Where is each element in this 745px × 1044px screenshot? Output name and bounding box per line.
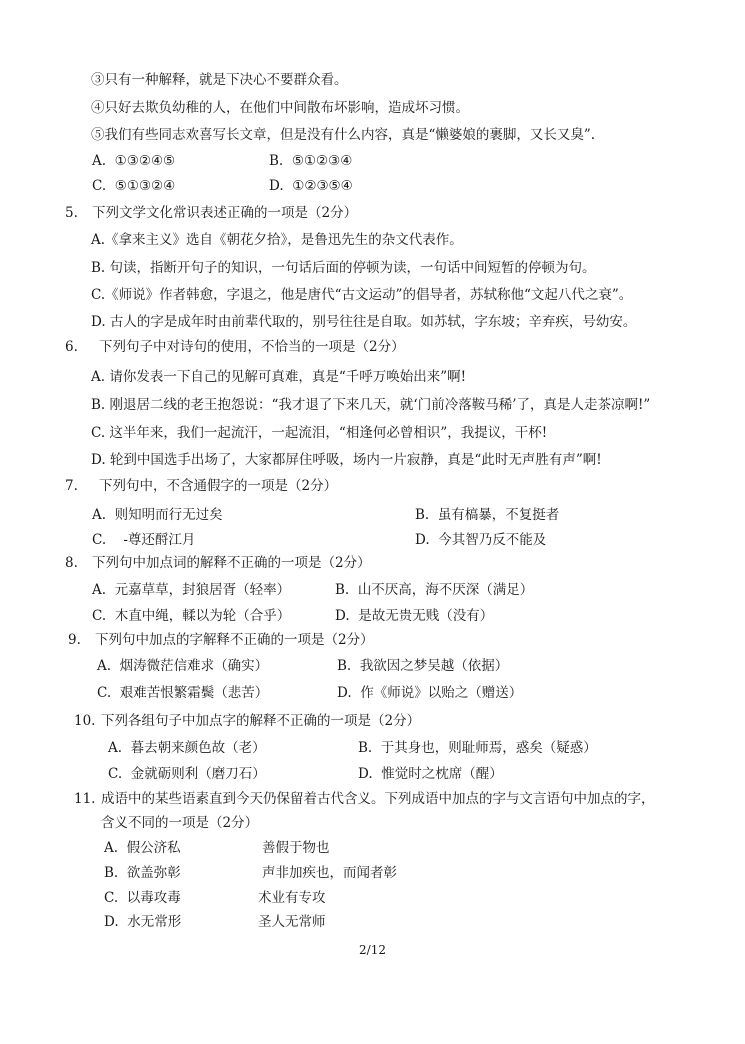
- q8-stem: 下列句中加点词的解释不正确的一项是（2分）: [92, 555, 371, 571]
- q9-option-a: A. 烟涛微茫信难求（确实）: [97, 658, 269, 674]
- q10-option-d: D. 惟觉时之枕席（醒）: [358, 766, 503, 782]
- q6-number: 6.: [65, 339, 78, 355]
- q4-option-c: C. ⑤①③②④: [92, 178, 176, 194]
- q7-option-d: D. 今其智乃反不能及: [415, 532, 547, 548]
- q10-option-c: C. 金就砺则利（磨刀石）: [108, 766, 266, 782]
- q11-number: 11.: [74, 791, 96, 807]
- q5-option-a: A.《拿来主义》选自《朝花夕拾》，是鲁迅先生的杂文代表作。: [91, 232, 463, 248]
- q11-option-b: B. 欲盖弥彰: [104, 865, 181, 881]
- q7-number: 7.: [65, 478, 78, 494]
- q5-option-c: C.《师说》作者韩愈，字退之，他是唐代“古文运动”的倡导者，苏轼称他“文起八代之衰”。: [91, 287, 633, 303]
- q8-option-d: D. 是故无贵无贱（没有）: [335, 608, 494, 624]
- q8-option-b: B. 山不厌高，海不厌深（满足）: [335, 582, 534, 598]
- q11-stem-line1: 成语中的某些语素直到今天仍保留着古代含义。下列成语中加点的字与文言语句中加点的字，: [101, 791, 655, 807]
- q8-option-c: C. 木直中绳，輮以为轮（合乎）: [92, 608, 291, 624]
- q11-option-d: D. 水无常形: [104, 914, 182, 930]
- q11-option-c: C. 以毒攻毒: [104, 890, 181, 906]
- q5-option-d: D. 古人的字是成年时由前辈代取的，别号往往是自取。如苏轼，字东坡；辛弃疾，号幼安。: [91, 314, 637, 330]
- q9-option-b: B. 我欲因之梦吴越（依据）: [337, 658, 509, 674]
- q11-option-b-sentence: 声非加疾也，而闻者彰: [262, 865, 397, 881]
- q11-option-c-sentence: 术业有专攻: [258, 890, 326, 906]
- q9-option-d: D. 作《师说》以贻之（赠送）: [337, 685, 523, 701]
- q7-option-b: B. 虽有槁暴，不复挺者: [415, 507, 560, 523]
- q11-option-d-sentence: 圣人无常师: [258, 914, 326, 930]
- list-item-5: ⑤我们有些同志欢喜写长文章，但是没有什么内容，真是“懒婆娘的裹脚，又长又臭”.: [91, 127, 596, 143]
- q5-number: 5.: [65, 205, 78, 221]
- q7-option-c: C. -尊还酹江月: [92, 532, 196, 548]
- q10-option-b: B. 于其身也，则耻师焉，惑矣（疑惑）: [358, 740, 597, 756]
- list-item-3: ③只有一种解释，就是下决心不要群众看。: [91, 72, 348, 88]
- q10-number: 10.: [74, 713, 96, 729]
- q7-stem: 下列句中，不含通假字的一项是（2分）: [99, 478, 338, 494]
- q8-option-a: A. 元嘉草草，封狼居胥（轻率）: [92, 582, 291, 598]
- q6-option-b: B. 刚退居二线的老王抱怨说：“我才退了下来几天，就‘门前冷落鞍马稀’了，真是人走茶凉啊!”: [91, 397, 651, 413]
- q6-option-c: C. 这半年来，我们一起流汗，一起流泪，“相逢何必曾相识”，我提议，干杯!: [91, 425, 548, 441]
- q7-option-a: A. 则知明而行无过矣: [92, 507, 223, 523]
- list-item-4: ④只好去欺负幼稚的人，在他们中间散布坏影响，造成坏习惯。: [91, 100, 469, 116]
- q10-option-a: A. 暮去朝来颜色故（老）: [108, 740, 266, 756]
- q9-stem: 下列句中加点的字解释不正确的一项是（2分）: [95, 632, 374, 648]
- q5-stem: 下列文学文化常识表述正确的一项是（2分）: [92, 205, 358, 221]
- q11-stem-line2: 含义不同的一项是（2分）: [101, 815, 259, 831]
- q6-option-d: D. 轮到中国选手出场了，大家都屏住呼吸，场内一片寂静，真是“此时无声胜有声”啊!: [91, 452, 602, 468]
- q11-option-a-sentence: 善假于物也: [262, 840, 330, 856]
- q6-stem: 下列句子中对诗句的使用，不恰当的一项是（2分）: [99, 339, 405, 355]
- q5-option-b: B. 句读，指断开句子的知识，一句话后面的停顿为读，一句话中间短暂的停顿为句。: [91, 260, 596, 276]
- q9-option-c: C. 艰难苦恨繁霜鬓（悲苦）: [97, 685, 269, 701]
- page-number: 2/12: [359, 943, 386, 957]
- q6-option-a: A. 请你发表一下自己的见解可真难，真是“千呼万唤始出来”啊!: [91, 369, 467, 385]
- q10-stem: 下列各组句子中加点字的解释不正确的一项是（2分）: [101, 713, 421, 729]
- q11-option-a: A. 假公济私: [104, 840, 181, 856]
- q8-number: 8.: [65, 555, 78, 571]
- q4-option-b: B. ⑤①②③④: [269, 153, 353, 169]
- q4-option-a: A. ①③②④⑤: [92, 153, 176, 169]
- q4-option-d: D. ①②③⑤④: [269, 178, 353, 194]
- q9-number: 9.: [68, 632, 81, 648]
